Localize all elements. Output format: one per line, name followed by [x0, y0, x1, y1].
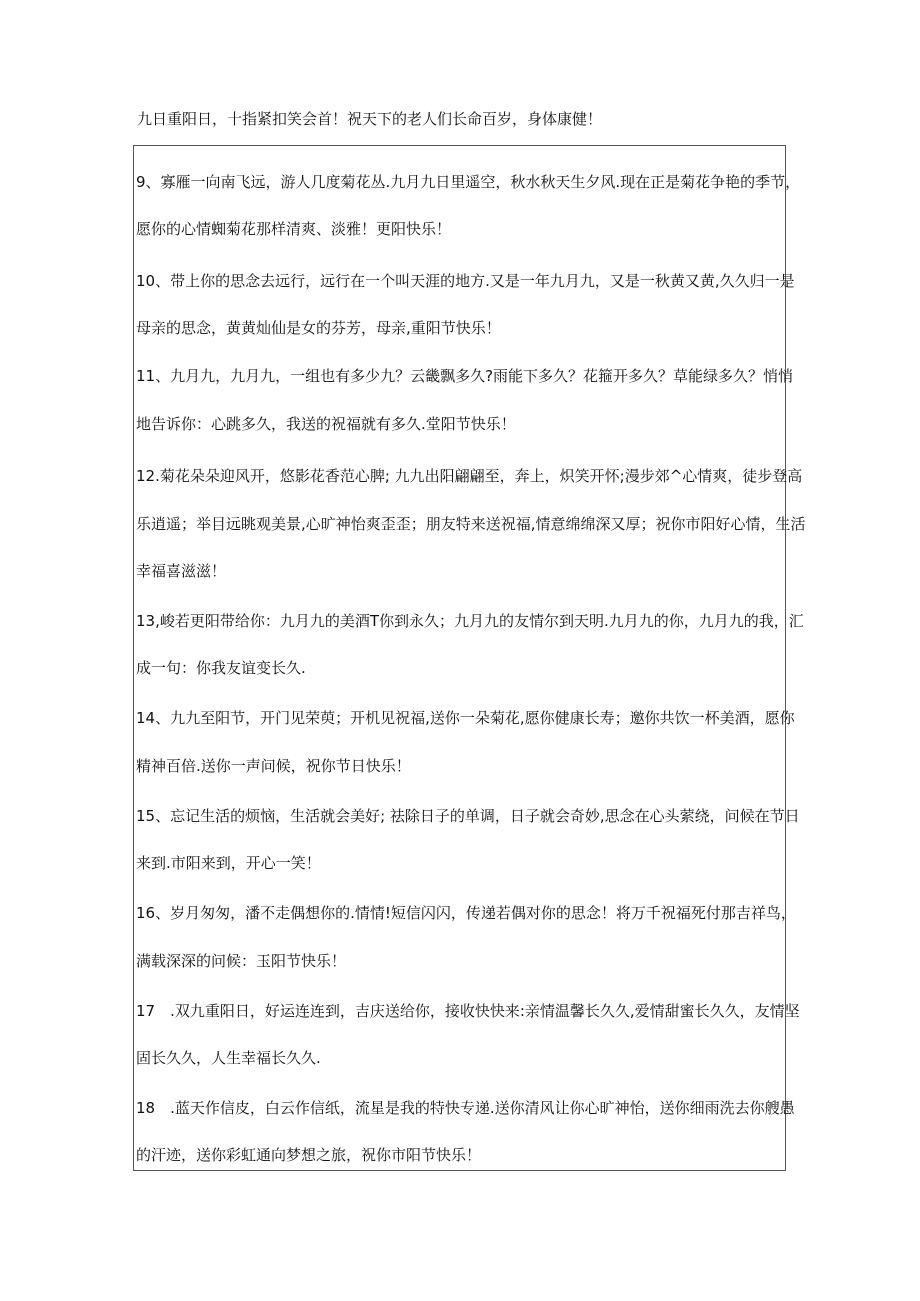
text-line: 地告诉你：心跳多久，我送的祝福就有多久.堂阳节快乐！: [136, 415, 516, 433]
text-line: 满载深深的问候：玉阳节快乐！: [136, 952, 347, 970]
text-line: 愿你的心情蜘菊花那样清爽、淡雅！更阳快乐！: [136, 220, 452, 238]
text-line: 乐逍遥；举目远眺观美景,心旷神怡爽歪歪；朋友特来送祝福,情意绵绵深又厚；祝你市阳好心情，生活: [136, 515, 806, 533]
intro-line: 九日重阳日，十指紧扣笑会首！祝天下的老人们长命百岁，身体康健！: [137, 110, 603, 128]
text-line: 13,峻若更阳带给你：九月九的美酒T你到永久；九月九的友情尔到天明.九月九的你，九月九的我，汇: [136, 612, 804, 630]
text-line: 成一句：你我友谊变长久.: [136, 659, 306, 677]
text-line: 10、带上你的思念去远行，远行在一个叫天涯的地方.又是一年九月九，又是一秋黄又黄,久久归一是: [136, 272, 795, 290]
text-line: 9、寡雁一向南飞远，游人几度菊花丛.九月九日里遥空，秋水秋天生夕风.现在正是菊花争艳的季节，: [136, 173, 801, 191]
text-line: 18 .蓝天作信皮，白云作信纸，流星是我的特快专递.送你清风让你心旷神怡，送你细雨洗去你艘愚: [136, 1099, 795, 1117]
content-box: [133, 145, 806, 1171]
text-line: 固长久久，人生幸福长久久.: [136, 1049, 321, 1067]
text-line: 12.菊花朵朵迎风开，悠影花香范心脾; 九九出阳翩翩至，奔上，炽笑开怀;漫步郊^心情爽，徒步登高: [136, 467, 803, 485]
text-line: 15、忘记生活的烦恼，生活就会美好; 祛除日子的单调，日子就会奇妙,思念在心头萦绕，问候在节日: [136, 807, 800, 825]
text-line: 17 .双九重阳日，好运连连到，吉庆送给你，接收快快来:亲情温馨长久久,爱情甜蜜长久久，友情坚: [136, 1002, 800, 1020]
text-line: 母亲的思念，黄黄灿仙是女的芬芳，母亲,重阳节快乐！: [136, 319, 501, 337]
text-line: 16、岁月匆匆，潘不走偶想你的.情情!短信闪闪，传递若偶对你的思念！将万千祝福死付那吉祥鸟，: [136, 904, 796, 922]
text-line: 的汗迹，送你彩虹通向梦想之旅，祝你市阳节快乐！: [136, 1146, 482, 1164]
text-line: 来到.市阳来到，开心一笑！: [136, 854, 321, 872]
text-line: 11、九月九，九月九，一组也有多少九？云畿飘多久?雨能下多久？花箍开多久？草能绿多久？悄悄: [136, 367, 794, 385]
text-line: 精神百倍.送你一声问候，祝你节日快乐！: [136, 757, 411, 775]
text-line: 幸福喜滋滋！: [136, 562, 227, 580]
text-line: 14、九九至阳节，开门见荣萸；开机见祝福,送你一朵菊花,愿你健康长寿；邀你共饮一杯美酒，愿你: [136, 709, 795, 727]
